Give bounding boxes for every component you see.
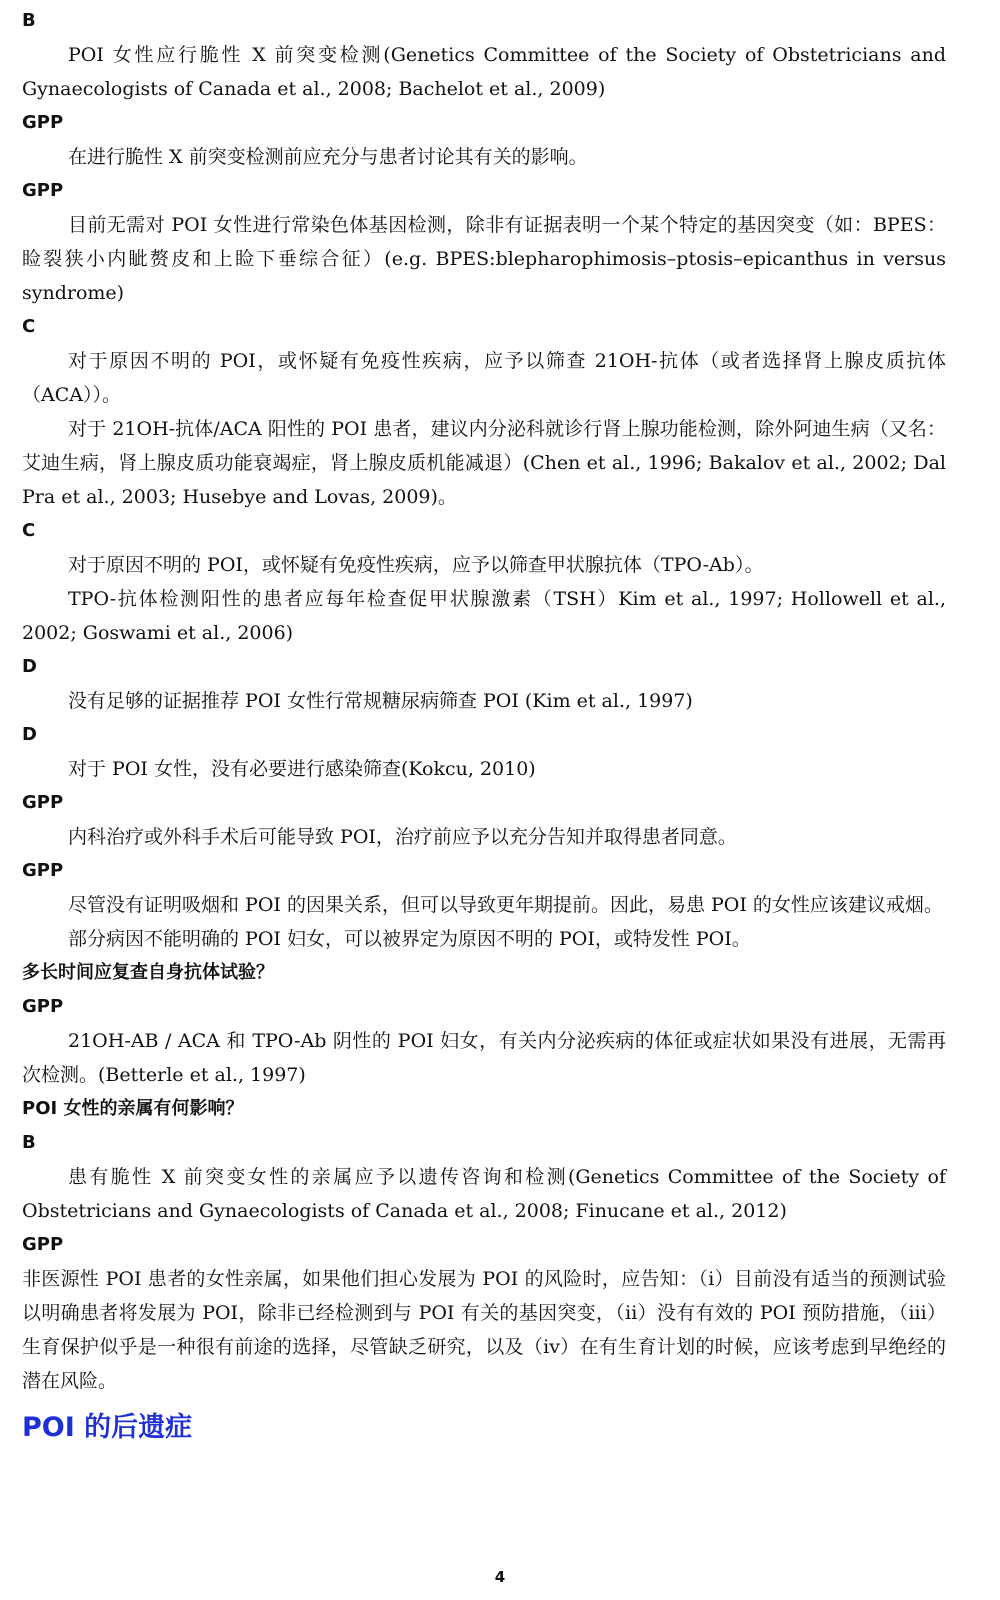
recommendation-text: 内科治疗或外科手术后可能导致 POI，治疗前应予以充分告知并取得患者同意。 xyxy=(68,826,737,848)
evidence-grade: GPP xyxy=(22,860,64,881)
recommendation-text: POI 女性应行脆性 X 前突变检测(Genetics Committee of the Society of Obstetricians and Gynaecologists of Canada et al., 2008; Bachelot et al., 2009) xyxy=(22,44,946,100)
page-number: 4 xyxy=(494,1568,506,1586)
evidence-grade: GPP xyxy=(22,1234,64,1255)
document-page xyxy=(22,4,946,1448)
recommendation-text: 对于 POI 女性，没有必要进行感染筛查(Kokcu, 2010) xyxy=(68,758,536,780)
recommendation-text: 21OH-AB / ACA 和 TPO-Ab 阴性的 POI 妇女，有关内分泌疾病的体征或症状如果没有进展，无需再次检测。(Betterle et al., 1997) xyxy=(22,1030,946,1086)
evidence-grade: GPP xyxy=(22,792,64,813)
evidence-grade: C xyxy=(22,520,36,541)
recommendation-text: 没有足够的证据推荐 POI 女性行常规糖尿病筛查 POI (Kim et al., 1997) xyxy=(68,690,693,712)
evidence-grade: D xyxy=(22,724,37,745)
evidence-grade: GPP xyxy=(22,112,64,133)
evidence-grade: GPP xyxy=(22,996,64,1017)
recommendation-text: 在进行脆性 X 前突变检测前应充分与患者讨论其有关的影响。 xyxy=(68,146,588,168)
evidence-grade: B xyxy=(22,10,36,31)
recommendation-text: TPO-抗体检测阳性的患者应每年检查促甲状腺激素（TSH）Kim et al., 1997; Hollowell et al., 2002; Goswami et al., 2006) xyxy=(22,588,946,644)
section-title: POI 的后遗症 xyxy=(22,1412,193,1443)
recommendation-text: 部分病因不能明确的 POI 妇女，可以被界定为原因不明的 POI，或特发性 POI。 xyxy=(68,928,751,950)
evidence-grade: B xyxy=(22,1132,36,1153)
recommendation-text: 对于原因不明的 POI，或怀疑有免疫性疾病，应予以筛查 21OH-抗体（或者选择肾上腺皮质抗体（ACA））。 xyxy=(22,350,946,406)
question-heading: 多长时间应复查自身抗体试验？ xyxy=(22,962,274,983)
recommendation-text: 对于 21OH-抗体/ACA 阳性的 POI 患者，建议内分泌科就诊行肾上腺功能检测，除外阿迪生病（又名：艾迪生病，肾上腺皮质功能衰竭症，肾上腺皮质机能减退）(Chen et al., 1996; Bakalov et al., 2002; Dal Pra et al., 2003; Husebye and Lovas, 2009)。 xyxy=(22,418,946,508)
recommendation-text: 非医源性 POI 患者的女性亲属，如果他们担心发展为 POI 的风险时，应告知：（i）目前没有适当的预测试验以明确患者将发展为 POI，除非已经检测到与 POI 有关的基因突变，（ii）没有有效的 POI 预防措施，（iii）生育保护似乎是一种很有前途的选择，尽管缺乏研究，以及（iv）在有生育计划的时候，应该考虑到早绝经的潜在风险。 xyxy=(22,1268,946,1392)
recommendation-text: 对于原因不明的 POI，或怀疑有免疫性疾病，应予以筛查甲状腺抗体（TPO-Ab）。 xyxy=(68,554,764,576)
recommendation-text: 目前无需对 POI 女性进行常染色体基因检测，除非有证据表明一个某个特定的基因突变（如：BPES：睑裂狭小内眦赘皮和上睑下垂综合征）(e.g. BPES:blepharophimosis–ptosis–epicanthus in versus syndrome) xyxy=(22,214,946,304)
evidence-grade: GPP xyxy=(22,180,64,201)
recommendation-text: 患有脆性 X 前突变女性的亲属应予以遗传咨询和检测(Genetics Committee of the Society of Obstetricians and Gynaecologists of Canada et al., 2008; Finucane et al., 2012) xyxy=(22,1166,946,1222)
evidence-grade: C xyxy=(22,316,36,337)
evidence-grade: D xyxy=(22,656,37,677)
question-heading: POI 女性的亲属有何影响？ xyxy=(22,1098,244,1119)
recommendation-text: 尽管没有证明吸烟和 POI 的因果关系，但可以导致更年期提前。因此，易患 POI 的女性应该建议戒烟。 xyxy=(68,894,943,916)
